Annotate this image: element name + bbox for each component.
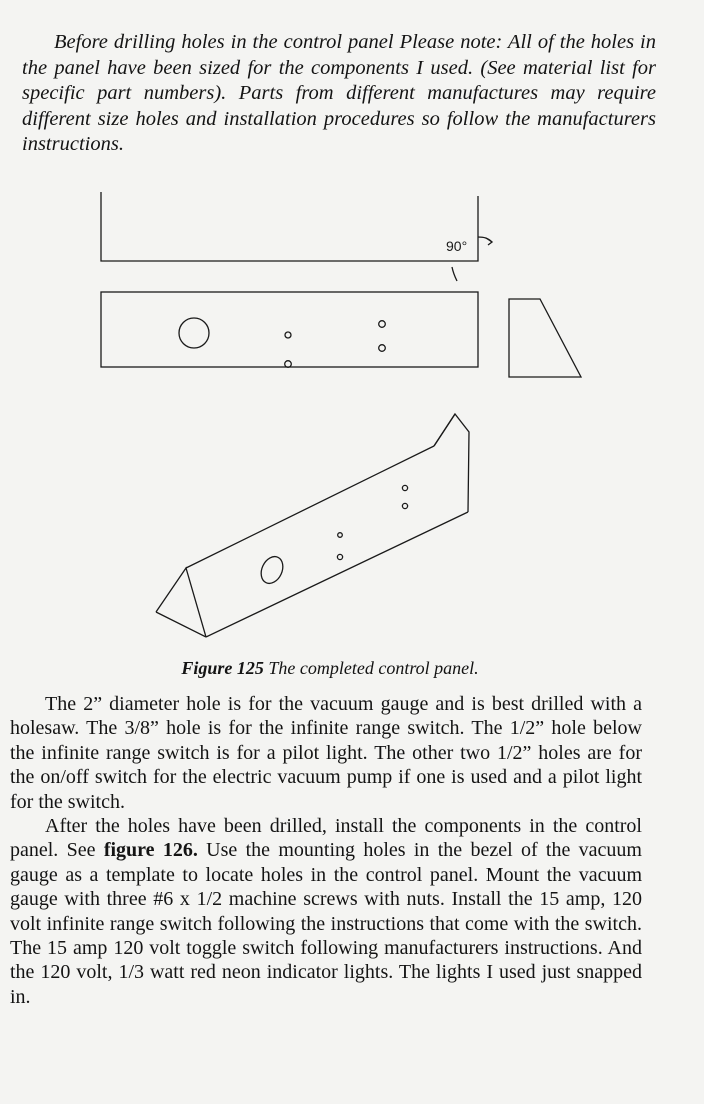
body-text xyxy=(10,692,642,1009)
panel-front-view xyxy=(101,292,478,367)
panel-side-view xyxy=(509,299,581,377)
control-panel-figure xyxy=(0,180,704,660)
iso-gauge-hole xyxy=(257,553,287,587)
paragraph-install: After the holes have been drilled, install the components in the control panel. See figure 126. Use the mounting holes in the bezel of the vacuum gauge as a template to locate holes in the control panel. Mount the vacuum gauge with three #6 x 1/2 machine screws with nuts. Install the 15 amp, 120 volt infinite range switch following the instructions that come with the switch. The 15 amp 120 volt toggle switch following manufacturers instructions. And the 120 volt, 1/3 watt red neon indicator lights. The lights I used just snapped in. xyxy=(10,815,642,1008)
switch-hole xyxy=(285,332,291,338)
iso-toggle-hole xyxy=(402,485,407,490)
panel-isometric-view xyxy=(156,414,469,637)
intro-note: Before drilling holes in the control panel Please note: All of the holes in the panel have been sized for the components I used. (See material list for specific part numbers). Parts from different manufactures may require different size holes and installation procedures so follow the manufacturers instructions. xyxy=(22,31,656,155)
toggle-switch-hole xyxy=(379,321,386,328)
figure-caption-text: The completed control panel. xyxy=(263,658,479,678)
figure-caption xyxy=(0,658,660,679)
panel-top-view xyxy=(101,192,478,261)
iso-switch-hole xyxy=(338,533,343,538)
iso-toggle-light-hole xyxy=(402,503,407,508)
angle-label: 90° xyxy=(446,238,468,254)
toggle-light-hole xyxy=(379,345,386,352)
iso-pilot-hole xyxy=(337,554,342,559)
pilot-light-hole xyxy=(285,361,292,368)
paragraph-holes: The 2” diameter hole is for the vacuum gauge and is best drilled with a holesaw. The 3/8” hole is for the infinite range switch. The 1/2” hole below the infinite range switch is for a pilot light. The other two 1/2” holes are for the on/off switch for the electric vacuum pump if one is used and a pilot light for the switch. xyxy=(10,693,642,813)
figure-number: Figure 125 xyxy=(181,658,264,678)
gauge-hole xyxy=(179,318,209,348)
figure-reference: figure 126. xyxy=(103,839,198,862)
